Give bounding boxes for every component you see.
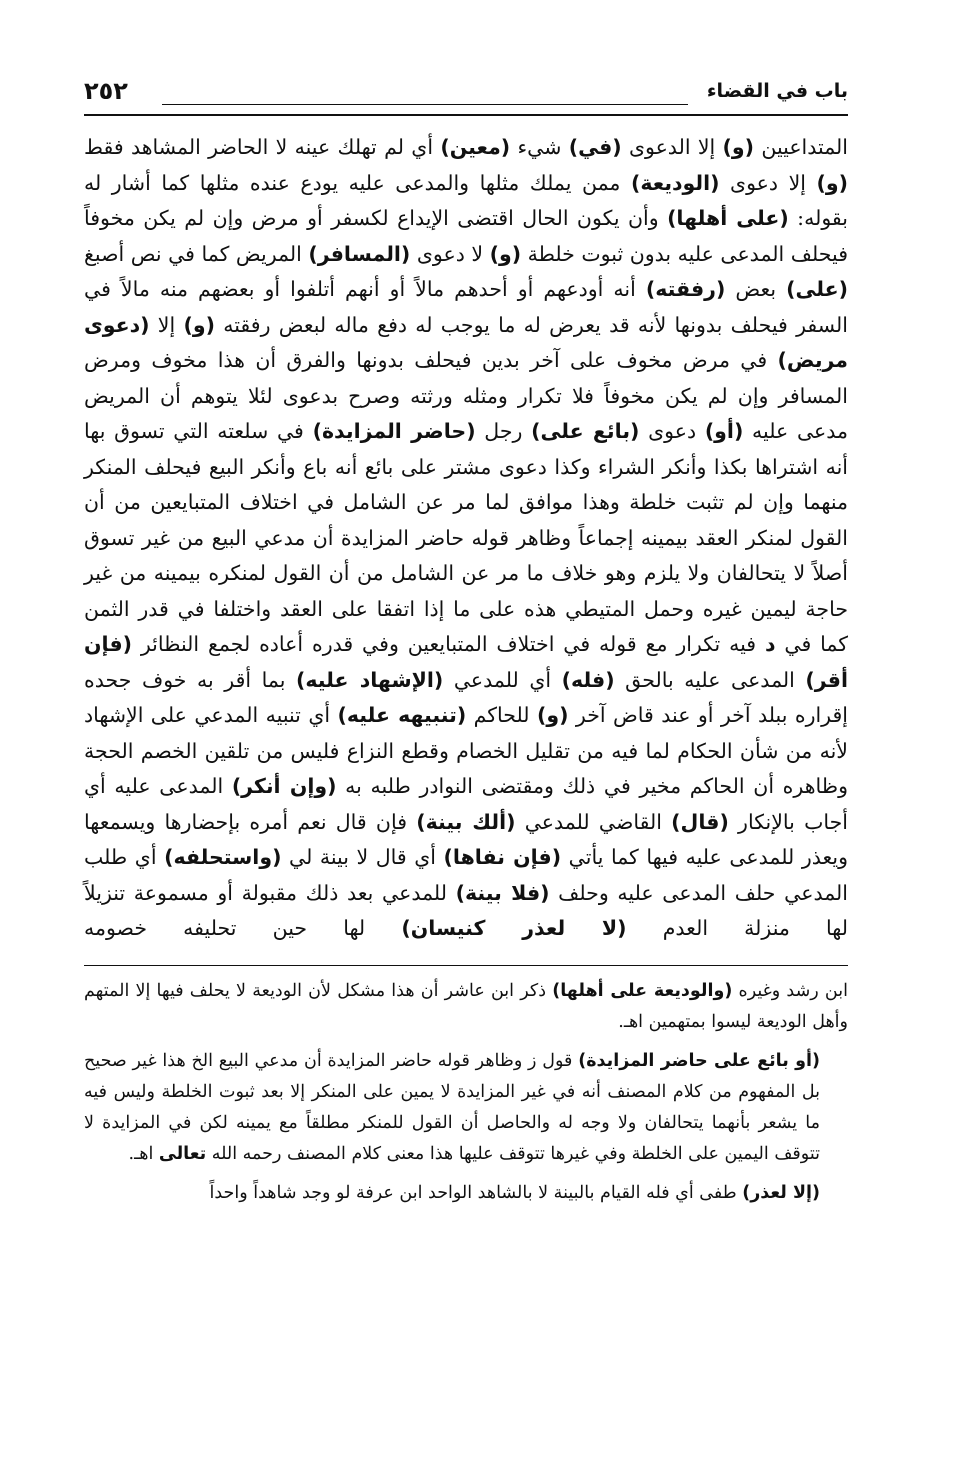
text-run: أي قال لا بينة لي <box>281 845 444 869</box>
text-run: إلا الدعوى <box>621 135 723 159</box>
bold-term: (الإشهاد عليه) <box>295 667 444 692</box>
text-run: رجل <box>475 419 532 443</box>
text-run: لها حين تحليفه خصومه <box>84 916 402 940</box>
text-run: فإن قال نعم أمره بإحضارها ويسمعها ويعذر للمدعى عليه فيها كما يأتي <box>84 809 848 869</box>
bold-term: (فإن أقر) <box>84 632 848 692</box>
bold-term: (حاضر المزايدة) <box>312 419 476 443</box>
bold-term: (أو) <box>704 419 744 443</box>
text-run: ذكر ابن عاشر أن هذا مشكل لأن الوديعة لا يحلف فيها إلا المتهم وأهل الوديعة ليسوا بمتهمين اهـ. <box>84 980 848 1032</box>
text-run: أي لم تهلك عينه لا الحاضر المشاهد فقط <box>84 135 441 159</box>
bold-term: (رفقته) <box>645 277 726 301</box>
bold-term: (لا لعذر كنيسان) <box>401 916 627 940</box>
bold-term: (دعوى مريض) <box>84 312 848 372</box>
bold-term: (و) <box>536 703 569 727</box>
bold-term: (تنبيهه عليه) <box>337 703 467 727</box>
text-run: قول ز وظاهر قوله حاضر المزايدة أن مدعي البيع الخ هذا غير صحيح بل المفهوم من كلام المصنف أنه في غير المزايدة لا يمين على المنكر إلا بعد ثبوت الخلطة وليس فيه ما يشعر بأنهما يتحالفان ولا وجه له والحاصل أن القول للمنكر مطلقاً مع يمينه لكن في المزايدة لا تتوقف اليمين على الخلطة وفي غيرها تتوقف عليها هذا معنى كلام المصنف رحمه الله <box>84 1050 820 1164</box>
bold-term: (قال) <box>671 809 729 834</box>
bold-term: (واستحلفه) <box>164 845 282 869</box>
bold-term: (بائع على) <box>531 419 640 443</box>
bold-term: (وإن أنكر) <box>231 774 337 798</box>
text-run: للمدعي بعد ذلك مقبولة أو مسموعة تنزيلاً لها منزلة العدم <box>84 880 848 940</box>
text-run: المتداعيين <box>754 135 848 159</box>
text-run: إلا <box>149 312 184 337</box>
header-underline <box>84 114 848 116</box>
text-run: القاضي للمدعي <box>515 809 672 834</box>
text-run: المدعى عليه أي أجاب بالإنكار <box>84 774 848 834</box>
text-run: ممن يملك مثلها والمدعى عليه يودع عنده مثلها كما أشار له بقوله: <box>84 170 848 230</box>
main-text <box>84 130 848 947</box>
text-run: وأن يكون الحال اقتضى الإيداع لكسفر أو مرض وإن لم يكن مخوفاً فيحلف المدعى عليه بدون ثبوت خلطة <box>84 206 848 266</box>
bold-term: (و) <box>183 312 215 337</box>
text-run: أي للمدعي <box>443 667 562 692</box>
text-run: أي تنبيه المدعي على الإشهاد لأنه من شأن الحكام لما فيه من تقليل الخصام وقطع النزاع فليس من تلقين الخصم الحجة وظاهره أن الحاكم مخير في ذلك ومقتضى النوادر طلبه به <box>84 703 849 798</box>
bold-term: (المسافر) <box>308 241 411 266</box>
text-run: في مرض مخوف على آخر بدين فيحلف بدونها والفرق أن هذا مخوف ومرض المسافر وإن لم يكن مخوفاً فلا تكرار ومثله ورثته وصرح بدعوى لئلا يتوهم أن المريض مدعى عليه <box>84 348 849 443</box>
bold-term: (و) <box>489 241 522 266</box>
bold-term: (الوديعة) <box>630 170 720 195</box>
footnote <box>84 1046 848 1170</box>
book-page <box>84 76 848 1217</box>
text-run: المريض كما في نص أصبغ <box>84 241 309 266</box>
text-run: أنه أودعهم أو أحدهم مالاً أو أنهم أتلفوا أو بعضهم منه مالاً في السفر فيحلف بدونها لأنه قد يعرض له ما يوجب له دفع ماله لبعض رفقته <box>84 277 848 337</box>
bold-term: (إلا لعذر) <box>742 1182 820 1203</box>
text-run: ابن رشد وغيره <box>732 980 848 1001</box>
bold-term: (و) <box>722 135 755 159</box>
bold-term: (في) <box>568 135 622 159</box>
bold-term: تعالى <box>158 1143 207 1164</box>
text-run: بعض <box>725 277 787 301</box>
bold-term: (و) <box>816 170 848 195</box>
text-run: دعوى <box>639 419 705 443</box>
page-number: ٢٥٢ <box>84 77 128 105</box>
text-run: طفى أي فله القيام بالبينة لا بالشاهد الواحد ابن عرفة لو وجد شاهداً واحداً <box>209 1182 743 1203</box>
text-run: فيه تكرار مع قوله في اختلاف المتبايعين وفي قدره أعاده لجمع النظائر <box>132 632 765 656</box>
text-run: المدعى عليه بالحق <box>614 667 806 692</box>
main-paragraph <box>84 130 848 947</box>
bold-term: (معين) <box>440 135 511 159</box>
footnote <box>84 976 848 1038</box>
text-run: شيء <box>510 135 569 159</box>
bold-term: (على) <box>786 277 848 301</box>
text-run: أي طلب المدعي حلف المدعى عليه وحلف <box>84 845 848 905</box>
header-rule <box>162 104 688 105</box>
running-title: باب في القضاء <box>706 80 848 102</box>
page-header <box>84 76 848 116</box>
text-run: بما أقر به خوف جحده إقراره ببلد آخر أو عند قاض آخر <box>84 667 848 727</box>
footnotes <box>84 976 848 1209</box>
bold-term: (أو بائع على حاضر المزايدة) <box>578 1050 820 1071</box>
bold-term: (ألك بينة) <box>416 809 516 834</box>
bold-term: (فله) <box>561 667 615 692</box>
text-run: للحاكم <box>466 703 537 727</box>
text-run: لا دعوى <box>410 241 490 266</box>
text-run: في سلعته التي تسوق بها أنه اشتراها بكذا وأنكر الشراء وكذا دعوى مشتر على بائع أنه باع وأنكر البيع فيحلف المنكر منهما وإن لم تثبت خلطة وهذا موافق لما مر عن الشامل في اختلاف المتبايعين من أن القول لمنكر العقد بيمينه إجماعاً وظاهر قوله حاضر المزايدة أن مدعي البيع من غير تسوق أصلاً لا يتحالفان ولا يلزم وهو خلاف ما مر عن الشامل من أن القول لمنكره بيمينه من غير حاجة ليمين غيره وحمل المتيطي هذه على ما إذا اتفقا على العقد واختلفا في قدر الثمن كما في <box>84 419 849 656</box>
bold-term: (فلا بينة) <box>455 880 550 905</box>
bold-term: د <box>764 632 776 656</box>
footnote <box>84 1178 848 1209</box>
bold-term: (والوديعة على أهلها) <box>552 980 733 1001</box>
text-run: اهـ. <box>128 1143 159 1164</box>
bold-term: (فإن نفاها) <box>443 845 562 869</box>
text-run: إلا دعوى <box>719 170 817 195</box>
footnote-separator <box>84 965 848 966</box>
bold-term: (على أهلها) <box>667 206 789 230</box>
